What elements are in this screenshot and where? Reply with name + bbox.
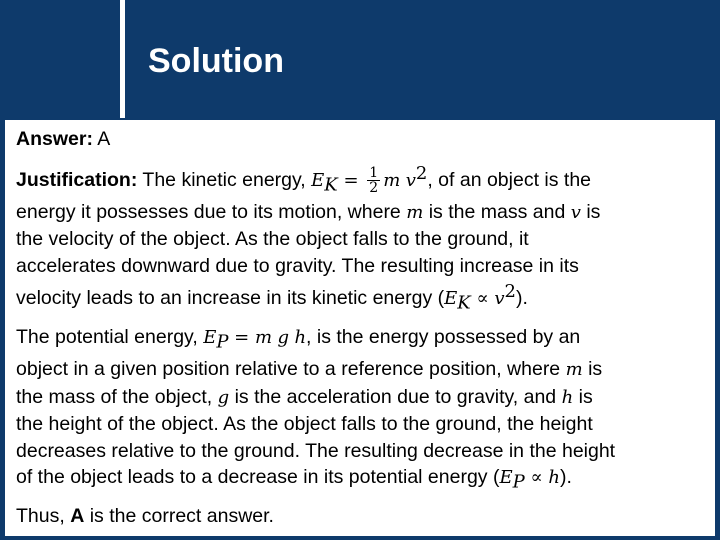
text: the mass of the object, [16,385,213,408]
math-fraction: $\frac{1}{2}$ [369,164,379,196]
math-eq: = [228,327,255,349]
math-v-squared: $v^2$ [494,281,516,310]
math-h: h [294,327,307,349]
justification-label: Justification: [16,168,138,191]
math-m: m [565,359,583,381]
math-eq: = [337,169,365,191]
math-ek: $E_K$ [311,169,338,196]
header-left-block [0,0,118,118]
text: , is the energy possessed by an [306,326,581,349]
answer-label: Answer: [16,128,93,150]
text: decreases relative to the ground. The resulting decrease in the height [16,439,616,462]
justification-paragraph [16,161,705,318]
math-ek: $E_K$ [444,288,471,314]
text: the velocity of the object. As the object falls to the ground, it [16,228,529,251]
answer-value: A [97,128,111,150]
math-prop: ∝ [470,288,495,310]
math-g: g [277,327,290,349]
text: ). [515,287,528,310]
text: The potential energy, [16,326,198,349]
text: The kinetic energy, [142,168,306,191]
text: , of an object is the [427,168,592,191]
math-m: m [254,327,273,349]
text: is the correct answer. [89,505,274,528]
text: of the object leads to a decrease in its potential energy ( [16,466,500,489]
math-m: m [383,169,401,191]
correct-answer-letter: A [70,505,85,528]
math-ep: $E_P$ [203,327,229,353]
potential-energy-paragraph: The potential energy, $E_P = m$ g h, is the energy possessed by an object in a given position relative to a reference position, where m is the mass of the object, g is the acceleration due to gravity, and h is the height of the object. As the object falls to the ground, the height decreases relative to the ground. The resulting decrease in the height of the object leads to a decrease in its potential energy $(E_P \propto h)$. [16,326,616,493]
math-ep: $E_P$ [499,467,525,493]
answer-line [16,126,705,153]
text: velocity leads to an increase in its kinetic energy ( [16,287,445,310]
conclusion-line [16,503,705,530]
text: Thus, [16,505,65,528]
text: object in a given position relative to a reference position, where [16,358,561,381]
page-title: Solution [148,42,284,80]
math-m: m [406,201,424,223]
math-g: g [217,386,230,408]
math-h: h [561,386,574,408]
text: is [586,200,601,223]
math-prop: ∝ [524,467,549,489]
solution-content [5,120,715,536]
math-v: v [570,201,581,223]
math-v-squared: $v^2$ [405,162,428,191]
text: is the acceleration due to gravity, and [234,385,557,408]
text: accelerates downward due to gravity. The resulting increase in its [16,254,579,277]
math-h: h [548,467,560,489]
text: ). [559,466,572,489]
text: is the mass and [428,200,566,223]
text: the height of the object. As the object falls to the ground, the height [16,413,593,436]
text: energy it possesses due to its motion, where [16,200,401,223]
